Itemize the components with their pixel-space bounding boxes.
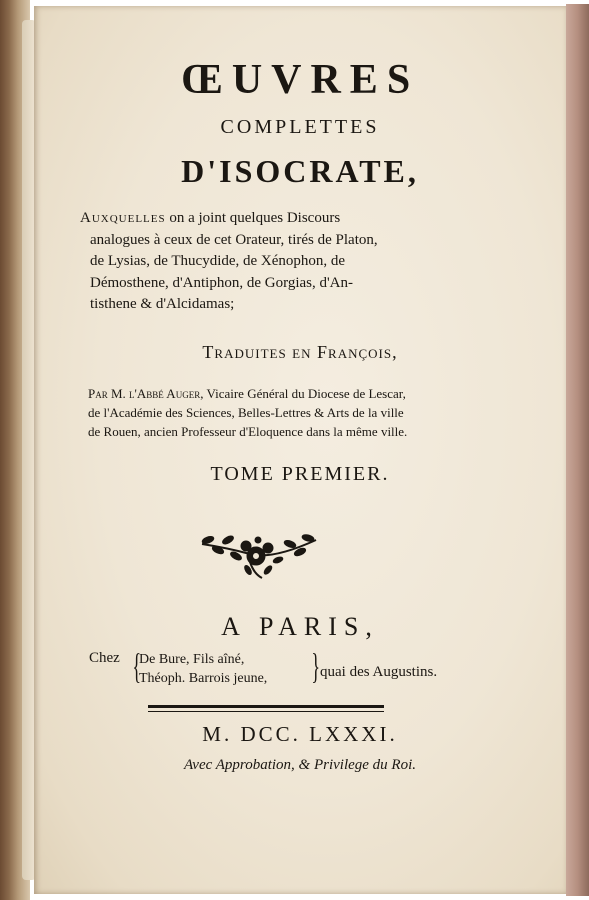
right-brace: } [311, 646, 320, 686]
description-line-4: Démosthene, d'Antiphon, de Gorgias, d'An- [90, 274, 354, 291]
left-brace: { [132, 646, 141, 686]
translator-line-2: de l'Académie des Sciences, Belles-Lettres & Arts de la ville [88, 405, 404, 420]
royal-privilege: Avec Approbation, & Privilege du Roi. [183, 757, 417, 773]
translator-line-3: de Rouen, ancien Professeur d'Eloquence dans la même ville. [88, 424, 408, 439]
place-of-publication: A PARIS, [221, 612, 379, 641]
description-paragraph [80, 208, 448, 316]
publisher-1: De Bure, Fils aîné, [139, 652, 245, 667]
translator-lead: Par M. l'Abbé Auger, [88, 386, 204, 401]
translator-line-1-text: Vicaire Général du Diocese de Lescar, [206, 386, 406, 401]
chez-label: Chez [89, 650, 120, 666]
rule-thin [148, 711, 384, 712]
description-line-3: de Lysias, de Thucydide, de Xénophon, de [90, 253, 346, 269]
description-line-5: tisthene & d'Alcidamas; [90, 296, 235, 312]
publication-year: M. DCC. LXXXI. [202, 722, 398, 746]
cover-edge [566, 4, 589, 896]
description-line-1 [80, 208, 438, 230]
description-line-1-text: on a joint quelques Discours [169, 210, 341, 226]
floral-ornament-icon [198, 526, 320, 580]
description-lead: Auxquelles [80, 210, 166, 226]
description-line-2: analogues à ceux de cet Orateur, tirés de Platon, [90, 231, 378, 248]
book-title: ŒUVRES [180, 57, 420, 103]
publisher-address: quai des Augustins. [320, 664, 438, 680]
volume-label: TOME PREMIER. [210, 463, 390, 485]
publisher-2: Théoph. Barrois jeune, [139, 671, 268, 686]
rule-thick [148, 705, 384, 708]
translation-note: Traduites en François, [202, 342, 398, 362]
author-name: D'ISOCRATE, [181, 153, 419, 189]
translator-line-1 [88, 384, 456, 403]
translator-paragraph [88, 384, 456, 441]
subtitle-completes: COMPLETTES [220, 116, 380, 138]
